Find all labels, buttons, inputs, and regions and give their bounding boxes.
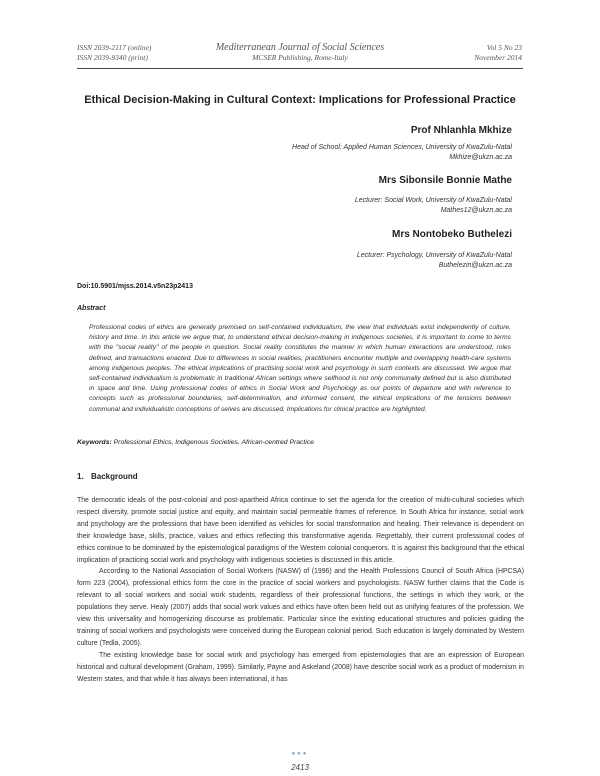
paper-title: Ethical Decision-Making in Cultural Context: Implications for Professional Practice [84, 94, 516, 106]
author-name: Prof Nhlanhla Mkhize [410, 125, 512, 136]
paragraph: The democratic ideals of the post-colonial and post-apartheid Africa continue to set the agenda for the creation of multi-cultural societies which respect diversity, promote social justice and equity, and maintain social permeable frames of reference. In South Africa for instance, social work and psychology are the professions that have been identified as vehicles for social transformation and healing. Their relevance is dependent on their knowledge base, skills, practice, values and ethics reflecting this transformative agenda. Regrettably, their current professional codes of ethics continue to be dominated by the epistemological paradigms of the Western colonial conquerors. It is against this background that the ethical implication of practicing social work and psychology with indigenous societies is discussed in this article. [77, 497, 524, 564]
abstract-text: Professional codes of ethics are generally premised on self-contained individualism, the view that individuals exist independently of culture, history and time. In this article we argue that, to understand ethical decision-making in indigenous societies, it is important to come to terms with the "social reality" of the people in question. Social reality constitutes the manner in which human interactions are understood, roles defined, and transactions enacted. Due to differences in social realities, practitioners encounter multiple and overlapping health-care systems among indigenous peoples. The ethical implications of practising social work and psychology in such contexts are discussed. We argue that self-contained individualism is problematic in traditional African settings where selfhood is not only communally defined but is also distributed in space and time. Using professional codes of ethics in Social Work and Psychology as our points of departure and with reference to concepts such as professional boundaries, self-determination, and informed consent, the ethical implications of the tensions between communal and individualistic conceptions of selves are discussed. Implications for clinical practice are highlighted. [89, 324, 511, 413]
issn-online: ISSN 2039-2117 (online) [77, 43, 152, 52]
paragraph: According to the National Association of Social Workers (NASW) of (1996) and the Health Professions Council of South Africa (HPCSA) form 223 (2004), professional ethics form the core in the practice of social workers and psychologists. NASW further claims that the Code is relevant to all social workers and social work students, regardless of their professional functions, the settings in which they work, or the populations they serve. Healy (2007) adds that social work values and ethics have often been held out as unifying features of the profession. We view this universality and homogenizing discourse as problematic. Particular since the existing educational structures and policies guiding the training of social workers and psychologists were conceived during the European colonial period. Such education is largely dominated by Western culture (Tedla, 2005). [77, 568, 524, 647]
doi: Doi:10.5901/mjss.2014.v5n23p2413 [77, 283, 193, 290]
page-number: 2413 [291, 763, 309, 772]
affiliation-text: Lecturer: Social Work, University of KwaZulu-Natal [354, 197, 512, 204]
section-title: Background [91, 472, 138, 481]
author-name: Mrs Sibonsile Bonnie Mathe [378, 175, 512, 186]
abstract-heading: Abstract [77, 305, 106, 312]
publisher: MCSER Publishing, Rome-Italy [252, 53, 348, 62]
section-number: 1. [77, 472, 84, 481]
section-heading [77, 472, 138, 481]
journal-name: Mediterranean Journal of Social Sciences [215, 42, 385, 53]
body-text [77, 495, 524, 686]
keywords-label: Keywords: [77, 439, 112, 446]
author-affiliation [292, 143, 512, 163]
issue-date: November 2014 [474, 53, 522, 62]
paragraph: The existing knowledge base for social work and psychology has emerged from epistemologies that are an expression of European historical and cultural development (Graham, 1999). Similarly, Payne and Askeland (2008) have describe social work as a product of modernism in Western states, and that while it has always been international, it has [77, 651, 524, 683]
page-dots-ornament: ●●● [291, 751, 309, 757]
volume: Vol 5 No 23 [486, 43, 522, 52]
author-email: Mkhize@ukzn.ac.za [449, 154, 512, 161]
volume-block [474, 43, 522, 63]
author-name: Mrs Nontobeko Buthelezi [391, 229, 512, 240]
author-email: Mathes12@ukzn.ac.za [440, 207, 512, 214]
author-affiliation [357, 251, 512, 271]
keywords-list: Professional Ethics, Indigenous Societies, African-centred Practice [113, 439, 314, 446]
issn-print: ISSN 2039-9340 (print) [77, 53, 148, 62]
author-affiliation [355, 196, 512, 216]
affiliation-text: Head of School: Applied Human Sciences, University of KwaZulu-Natal [292, 144, 512, 151]
header-rule [77, 68, 523, 69]
author-email: Buthelezin@ukzn.ac.za [438, 262, 512, 269]
affiliation-text: Lecturer: Psychology, University of KwaZulu-Natal [356, 252, 512, 259]
keywords [77, 439, 314, 446]
